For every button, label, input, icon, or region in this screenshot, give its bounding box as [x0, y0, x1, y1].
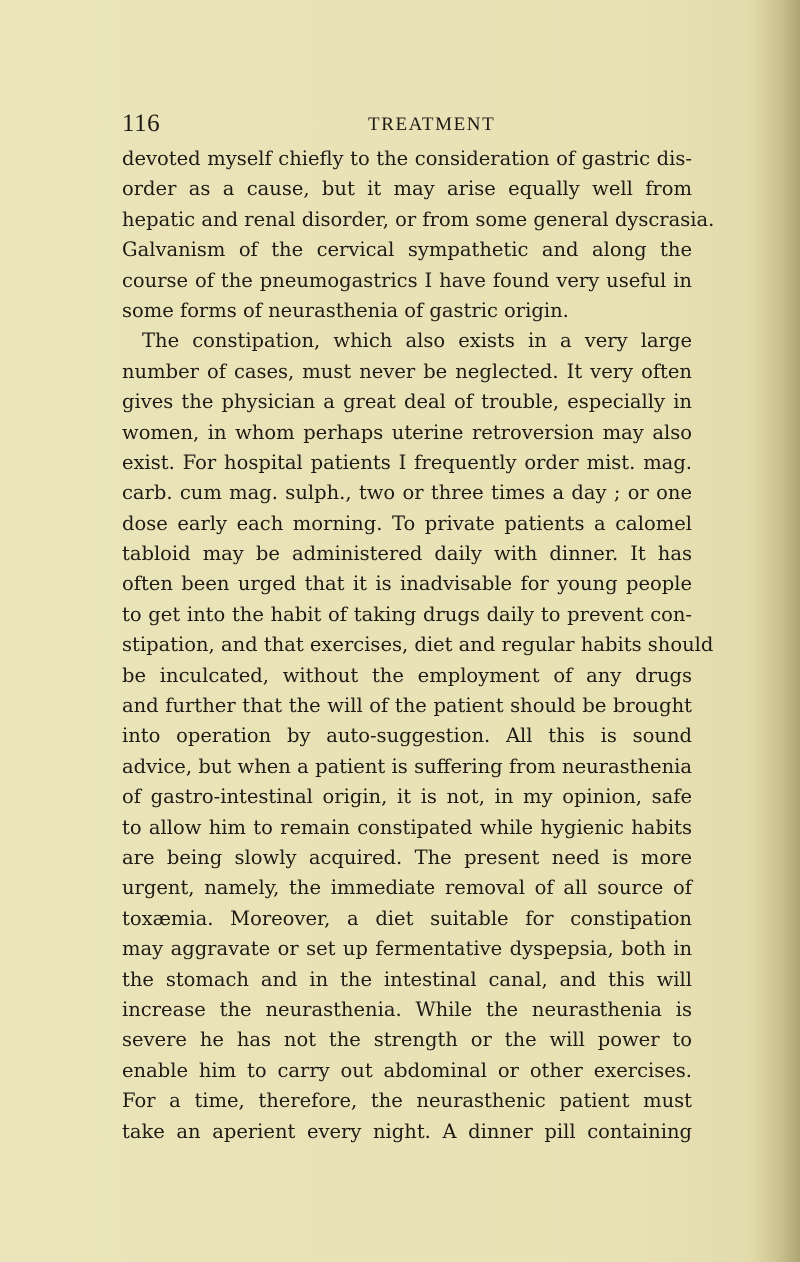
page-number: 116	[122, 110, 161, 137]
text-line: carb. cum mag. sulph., two or three times a day ; or one	[122, 481, 692, 505]
text-line: exist. For hospital patients I frequently order mist. mag.	[122, 450, 692, 474]
text-line: hepatic and renal disorder, or from some general dyscrasia.	[122, 207, 715, 231]
running-head: TREATMENT	[368, 114, 496, 135]
text-line: of gastro-intestinal origin, it is not, in my opinion, safe	[122, 785, 692, 809]
paragraph-start-line: The constipation, which also exists in a very large	[142, 329, 692, 353]
text-line: dose early each morning. To private patients a calomel	[122, 511, 692, 535]
page-header	[122, 110, 692, 144]
body-text	[122, 144, 715, 1147]
text-line: are being slowly acquired. The present need is more	[122, 845, 692, 869]
text-line: some forms of neurasthenia of gastric origin.	[122, 298, 569, 322]
text-line: take an aperient every night. A dinner pill containing	[122, 1119, 692, 1143]
text-line: be inculcated, without the employment of any drugs	[122, 663, 692, 687]
text-line: and further that the will of the patient should be brought	[122, 694, 692, 718]
page-edge-shadow	[752, 0, 800, 1262]
text-line: to get into the habit of taking drugs daily to prevent con-	[122, 602, 692, 626]
text-line: stipation, and that exercises, diet and regular habits should	[122, 633, 714, 657]
text-line: course of the pneumogastrics I have found very useful in	[122, 268, 692, 292]
text-line: urgent, namely, the immediate removal of all source of	[122, 876, 692, 900]
text-line: gives the physician a great deal of trouble, especially in	[122, 390, 692, 414]
text-line: tabloid may be administered daily with dinner. It has	[122, 542, 692, 566]
text-line: women, in whom perhaps uterine retroversion may also	[122, 420, 692, 444]
text-line: severe he has not the strength or the will power to	[122, 1028, 692, 1052]
text-line: devoted myself chiefly to the consideration of gastric dis-	[122, 147, 692, 170]
text-line: For a time, therefore, the neurasthenic patient must	[122, 1089, 692, 1113]
text-line: often been urged that it is inadvisable for young people	[122, 572, 692, 596]
text-line: Galvanism of the cervical sympathetic and along the	[122, 238, 692, 262]
text-line: into operation by auto-suggestion. All this is sound	[122, 724, 692, 748]
text-line: order as a cause, but it may arise equally well from	[122, 177, 692, 201]
text-line: to allow him to remain constipated while hygienic habits	[122, 815, 692, 839]
text-line: number of cases, must never be neglected. It very often	[122, 359, 692, 383]
text-line: increase the neurasthenia. While the neurasthenia is	[122, 997, 692, 1021]
text-line: may aggravate or set up fermentative dyspepsia, both in	[122, 937, 692, 961]
text-line: advice, but when a patient is suffering from neurasthenia	[122, 754, 692, 778]
text-line: toxæmia. Moreover, a diet suitable for constipation	[122, 906, 692, 930]
text-line: the stomach and in the intestinal canal, and this will	[122, 967, 692, 991]
text-line: enable him to carry out abdominal or other exercises.	[122, 1058, 692, 1082]
